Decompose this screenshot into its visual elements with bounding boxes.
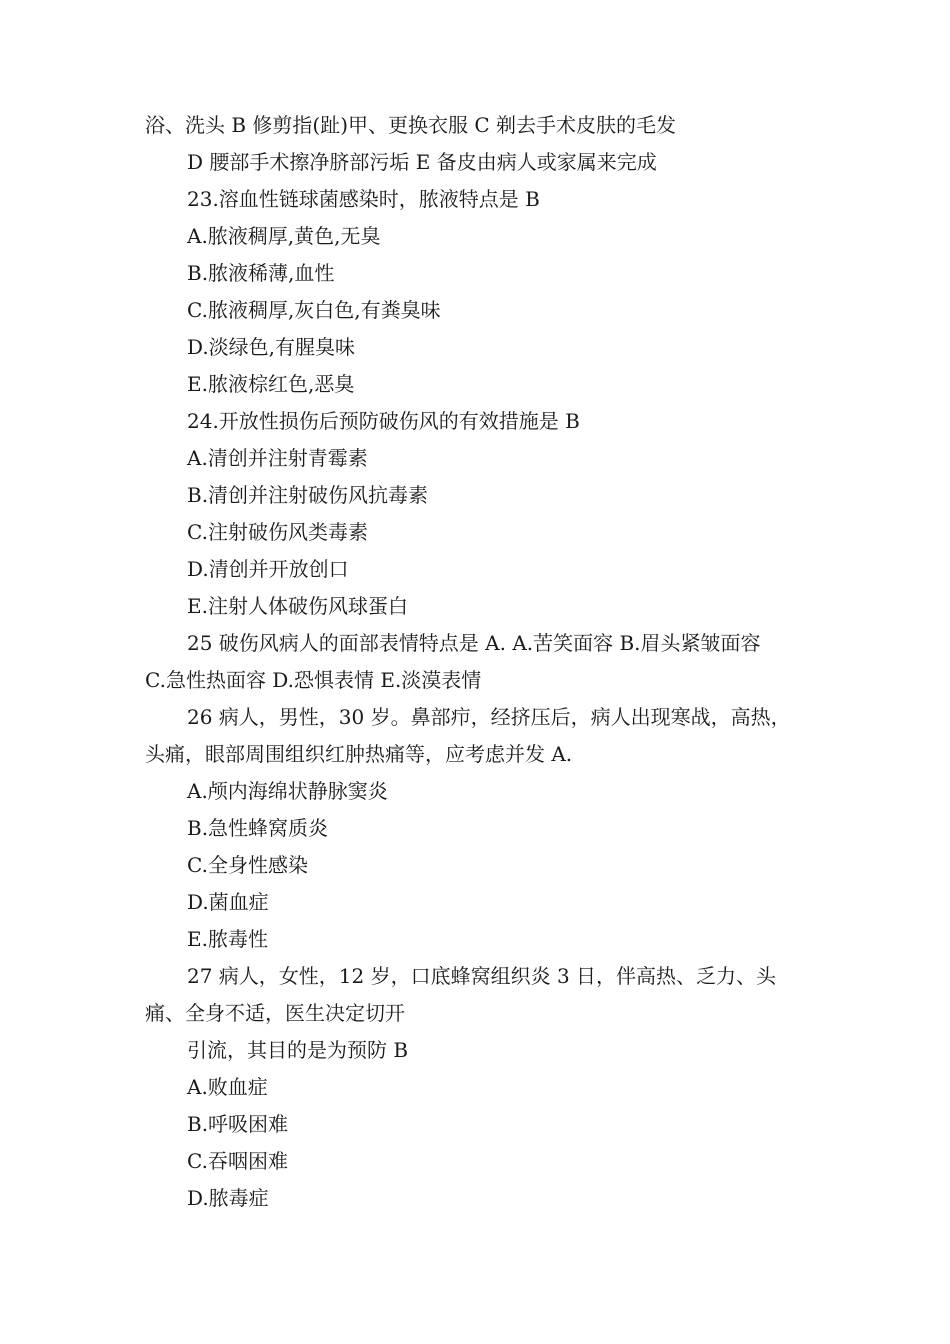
document-body — [145, 107, 825, 1217]
text-line: E.脓液棕红色,恶臭 — [187, 372, 355, 396]
text-line: C.脓液稠厚,灰白色,有粪臭味 — [187, 298, 441, 322]
text-line: D.菌血症 — [187, 890, 269, 914]
text-line: A.清创并注射青霉素 — [187, 446, 368, 470]
text-line: A.败血症 — [187, 1075, 268, 1099]
text-line: A.脓液稠厚,黄色,无臭 — [187, 224, 381, 248]
text-line: C.注射破伤风类毒素 — [187, 520, 368, 544]
text-line: D.脓毒症 — [187, 1186, 269, 1210]
text-line: 浴、洗头 B 修剪指(趾)甲、更换衣服 C 剃去手术皮肤的毛发 — [145, 113, 677, 137]
text-line: B.呼吸困难 — [187, 1112, 289, 1136]
text-line: B.清创并注射破伤风抗毒素 — [187, 483, 429, 507]
text-line: 25 破伤风病人的面部表情特点是 A. A.苦笑面容 B.眉头紧皱面容 — [187, 631, 761, 655]
text-line: 痛、全身不适，医生决定切开 — [145, 1001, 405, 1025]
text-line: 27 病人，女性，12 岁，口底蜂窝组织炎 3 日，伴高热、乏力、头 — [187, 964, 777, 988]
text-line: 23.溶血性链球菌感染时，脓液特点是 B — [187, 187, 540, 211]
text-line: E.注射人体破伤风球蛋白 — [187, 594, 408, 618]
text-line: D.清创并开放创口 — [187, 557, 349, 581]
text-line: D.淡绿色,有腥臭味 — [187, 335, 356, 359]
text-line: A.颅内海绵状静脉窦炎 — [187, 779, 388, 803]
text-line: 引流，其目的是为预防 B — [187, 1038, 409, 1062]
text-line: C.急性热面容 D.恐惧表情 E.淡漠表情 — [145, 668, 482, 692]
text-line: C.全身性感染 — [187, 853, 308, 877]
text-line: 24.开放性损伤后预防破伤风的有效措施是 B — [187, 409, 580, 433]
text-line: E.脓毒性 — [187, 927, 268, 951]
text-line: B.脓液稀薄,血性 — [187, 261, 335, 285]
text-line: C.吞咽困难 — [187, 1149, 288, 1173]
text-line: 26 病人，男性，30 岁。鼻部疖，经挤压后，病人出现寒战，高热， — [187, 705, 791, 729]
text-line: D 腰部手术擦净脐部污垢 E 备皮由病人或家属来完成 — [187, 150, 657, 174]
text-line: B.急性蜂窝质炎 — [187, 816, 329, 840]
text-line: 头痛，眼部周围组织红肿热痛等，应考虑并发 A. — [145, 742, 573, 766]
